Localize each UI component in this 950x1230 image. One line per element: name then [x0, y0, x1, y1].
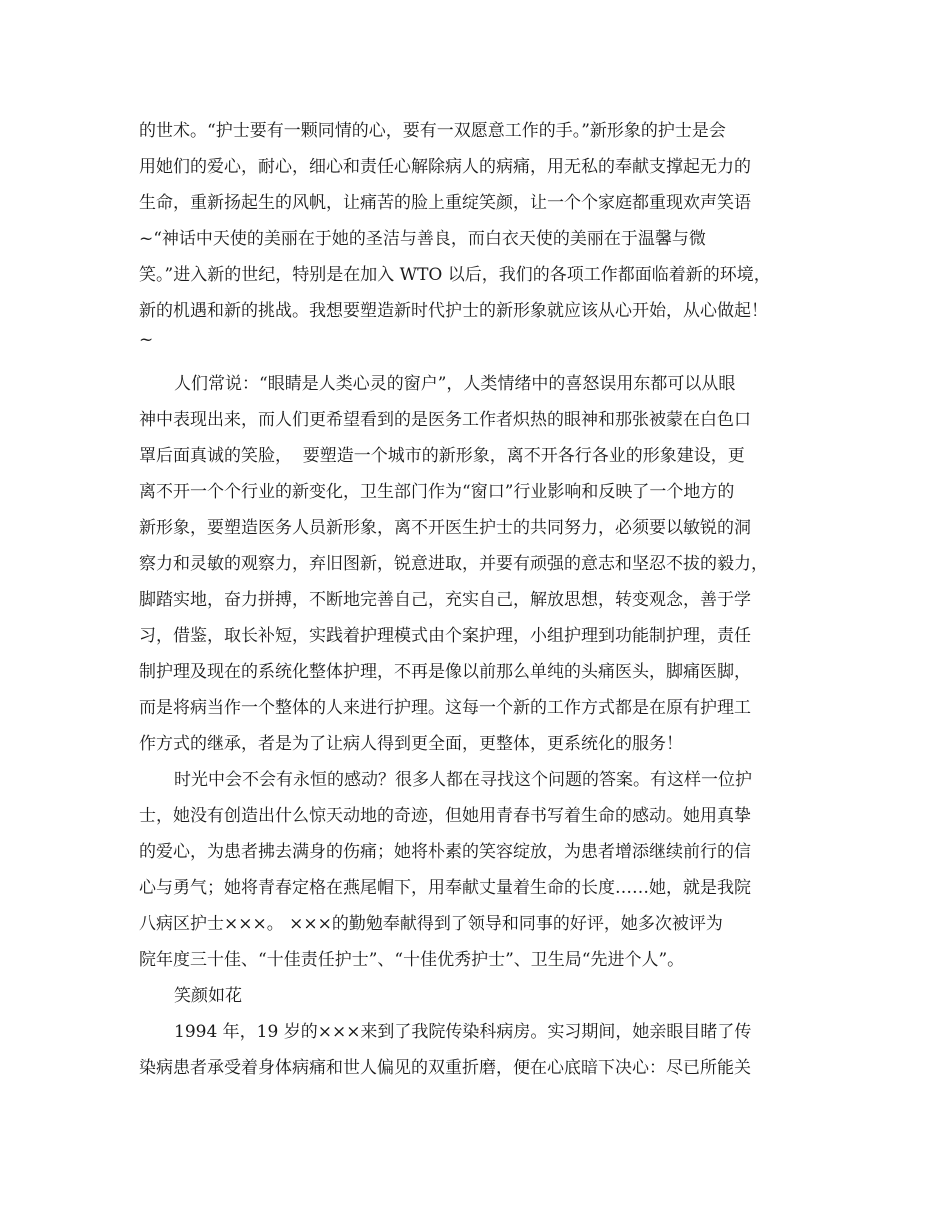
text-line: 离不开一个个行业的新变化，卫生部门作为“窗口”行业影响和反映了一个地方的 — [139, 482, 735, 502]
text-line: 士，她没有创造出什么惊天动地的奇迹，但她用青春书写着生命的感动。她用真挚 — [139, 806, 751, 826]
text-line: 的爱心，为患者拂去满身的伤痛；她将朴素的笑容绽放，为患者增添继续前行的信 — [139, 842, 751, 862]
paragraph-first-line: 1994 年，19 岁的×××来到了我院传染科病房。实习期间，她亲眼目睹了传 — [174, 1022, 752, 1042]
text-line: 罩后面真诚的笑脸， 要塑造一个城市的新形象，离不开各行各业的形象建设，更 — [139, 446, 745, 466]
text-line: 的世术。“护士要有一颗同情的心，要有一双愿意工作的手。”新形象的护士是会 — [139, 121, 726, 141]
text-line: 八病区护士×××。 ×××的勤勉奉献得到了领导和同事的好评，她多次被评为 — [139, 914, 723, 934]
text-line: 神中表现出来，而人们更希望看到的是医务工作者炽热的眼神和那张被蒙在白色口 — [139, 410, 751, 430]
text-line: 染病患者承受着身体病痛和世人偏见的双重折磨，便在心底暗下决心：尽已所能关 — [139, 1058, 751, 1078]
text-line: 脚踏实地，奋力拼搏，不断地完善自己，充实自己，解放思想，转变观念，善于学 — [139, 590, 751, 610]
section-heading: 笑颜如花 — [174, 986, 242, 1006]
text-line: 作方式的继承，者是为了让病人得到更全面，更整体，更系统化的服务！ — [139, 734, 683, 754]
text-line: 新形象，要塑造医务人员新形象，离不开医生护士的共同努力，必须要以敏锐的洞 — [139, 518, 751, 538]
text-line: 新的机遇和新的挑战。我想要塑造新时代护士的新形象就应该从心开始，从心做起！ — [139, 301, 768, 321]
text-line: 心与勇气；她将青春定格在燕尾帽下，用奉献丈量着生命的长度……她，就是我院 — [139, 878, 751, 898]
text-line: 而是将病当作一个整体的人来进行护理。这每一个新的工作方式都是在原有护理工 — [139, 698, 751, 718]
paragraph-first-line: 时光中会不会有永恒的感动？很多人都在寻找这个问题的答案。有这样一位护 — [174, 770, 752, 790]
text-line: ~“神话中天使的美丽在于她的圣洁与善良，而白衣天使的美丽在于温馨与微 — [139, 229, 706, 249]
text-line: 制护理及现在的系统化整体护理，不再是像以前那么单纯的头痛医头，脚痛医脚， — [139, 662, 751, 682]
text-line: 用她们的爱心，耐心，细心和责任心解除病人的病痛，用无私的奉献支撑起无力的 — [139, 157, 751, 177]
text-line: 察力和灵敏的观察力，弃旧图新，锐意进取，并要有顽强的意志和坚忍不拔的毅力， — [139, 554, 768, 574]
paragraph-first-line: 人们常说：“眼睛是人类心灵的窗户”，人类情绪中的喜怒误用东都可以从眼 — [174, 374, 736, 394]
text-line: ~ — [139, 330, 154, 350]
text-line: 习，借鉴，取长补短，实践着护理模式由个案护理，小组护理到功能制护理，责任 — [139, 626, 751, 646]
text-line: 生命，重新扬起生的风帆，让痛苦的脸上重绽笑颜，让一个个家庭都重现欢声笑语 — [139, 193, 751, 213]
text-line: 院年度三十佳、“十佳责任护士”、“十佳优秀护士”、卫生局“先进个人”。 — [139, 950, 685, 970]
text-line: 笑。”进入新的世纪，特别是在加入 WTO 以后，我们的各项工作都面临着新的环境， — [139, 265, 771, 285]
